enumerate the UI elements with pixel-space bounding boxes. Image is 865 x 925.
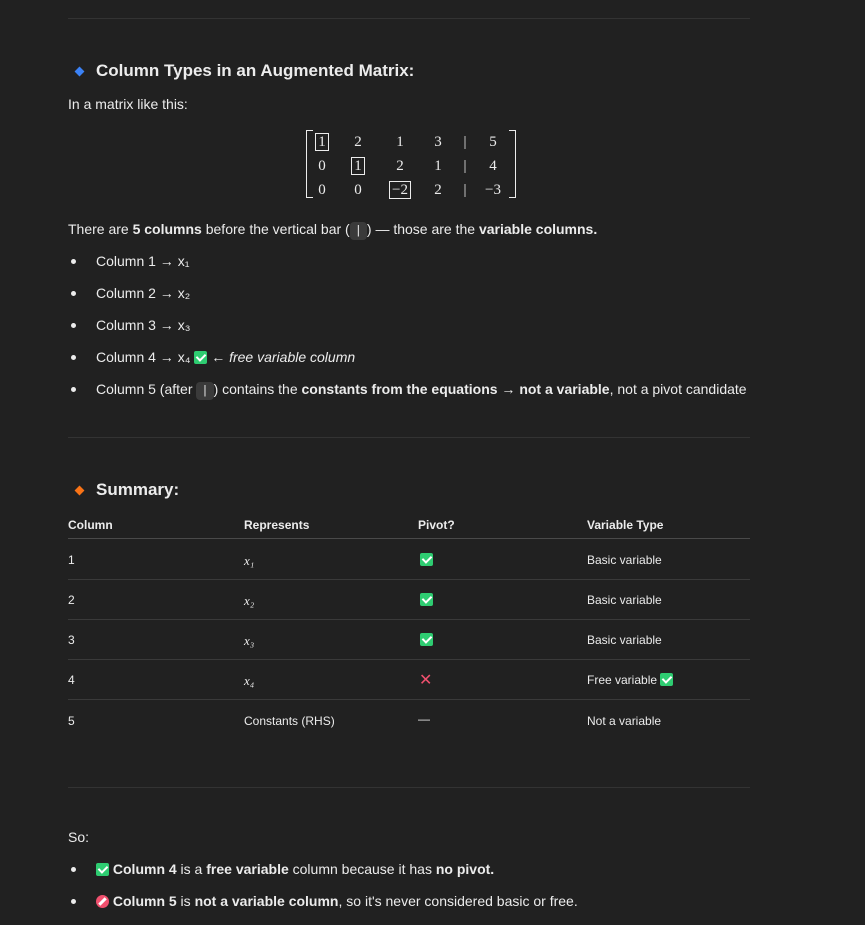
matrix-cell: −2 — [382, 180, 418, 200]
matrix-bar: | — [463, 182, 467, 198]
no-entry-icon — [96, 895, 109, 908]
intro-text: In a matrix like this: — [68, 96, 188, 112]
matrix-cell: 0 — [318, 182, 326, 198]
blue-diamond-icon — [75, 66, 85, 76]
bullet-icon — [71, 291, 76, 296]
matrix-cell: 2 — [434, 182, 442, 198]
check-mark-icon — [420, 633, 433, 646]
matrix-cell: 1 — [344, 156, 372, 176]
matrix-cell: 2 — [354, 134, 362, 150]
section-heading-column-types: Column Types in an Augmented Matrix: — [68, 61, 414, 81]
cross-mark-icon: ✕ — [419, 672, 433, 689]
matrix-bar: | — [463, 158, 467, 174]
check-mark-icon — [420, 553, 433, 566]
check-mark-icon — [420, 593, 433, 606]
matrix-cell: 1 — [396, 134, 404, 150]
divider — [68, 787, 750, 788]
check-mark-icon — [194, 351, 207, 364]
bullet-icon — [71, 355, 76, 360]
matrix-right-bracket — [509, 130, 516, 198]
check-mark-icon — [96, 863, 109, 876]
matrix-cell: 2 — [396, 158, 404, 174]
matrix-cell: 5 — [489, 134, 497, 150]
bullet-icon — [71, 259, 76, 264]
bullet-icon — [71, 867, 76, 872]
check-mark-icon — [660, 673, 673, 686]
matrix-cell: 4 — [489, 158, 497, 174]
matrix-cell: 1 — [434, 158, 442, 174]
section-heading-summary: Summary: — [68, 480, 179, 500]
matrix-bar: | — [463, 134, 467, 150]
matrix-cell: 0 — [318, 158, 326, 174]
matrix-cell: 3 — [434, 134, 442, 150]
bullet-icon — [71, 323, 76, 328]
variable-columns-description: There are 5 columns before the vertical bar ( | ) — those are the variable columns. — [68, 221, 598, 238]
divider — [68, 437, 750, 438]
matrix-cell: 1 — [308, 132, 336, 152]
orange-diamond-icon — [75, 485, 85, 495]
so-label: So: — [68, 829, 90, 845]
bullet-icon — [71, 387, 76, 392]
matrix-cell: −3 — [485, 182, 501, 198]
table-header-column: Column — [68, 518, 113, 532]
divider — [68, 18, 750, 19]
table-header-variable-type: Variable Type — [587, 518, 664, 532]
table-header-pivot: Pivot? — [418, 518, 455, 532]
augmented-matrix — [306, 130, 516, 200]
dash-icon: — — [418, 712, 430, 726]
table-header-represents: Represents — [244, 518, 310, 532]
matrix-cell: 0 — [354, 182, 362, 198]
bullet-icon — [71, 899, 76, 904]
